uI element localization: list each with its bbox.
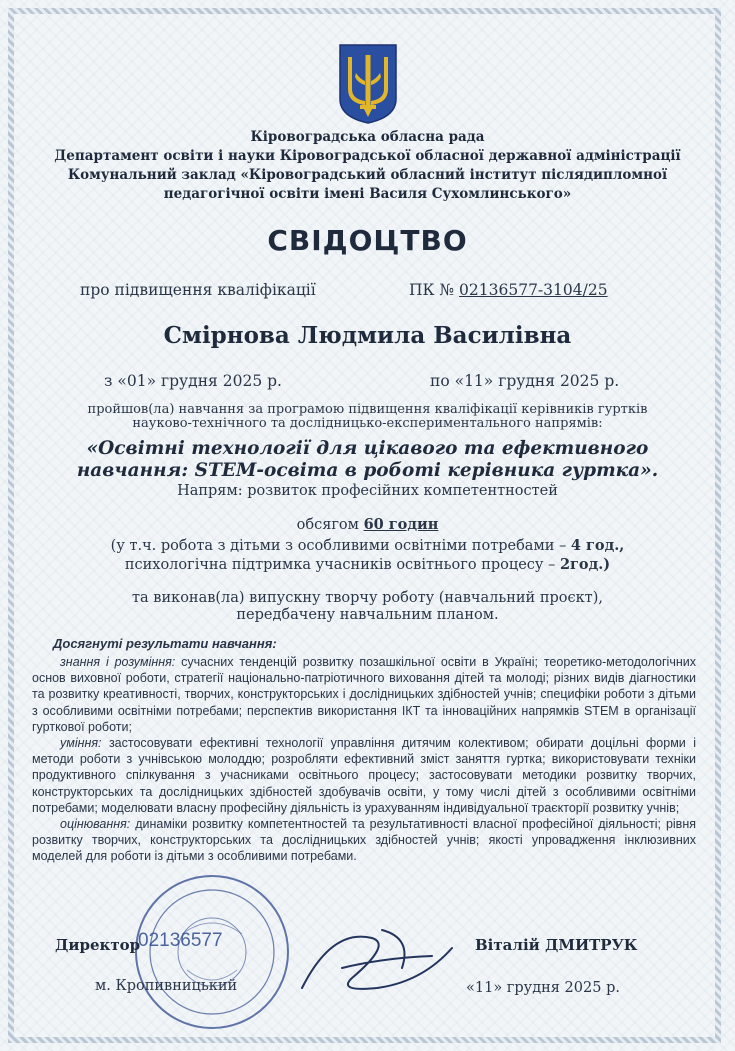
evaluation-label: оцінювання: <box>60 817 131 832</box>
header-line-4: педагогічної освіти імені Василя Сухомлинського» <box>163 186 572 202</box>
results-skills <box>32 735 696 816</box>
coat-of-arms-icon <box>338 43 398 125</box>
program-title-line-1: «Освітні технології для цікавого та ефективного <box>86 438 649 459</box>
subtitle-text: про підвищення кваліфікації <box>80 281 316 299</box>
date-from: з «01» грудня 2025 р. <box>104 372 282 390</box>
issue-date: «11» грудня 2025 р. <box>466 980 620 996</box>
skills-label: уміння: <box>60 736 102 751</box>
psych-hours-line <box>40 556 695 574</box>
skills-text: застосовувати ефективні технології управління дитячим колективом; обирати доцільні форми і методи роботи з учнівською молоддю; розробляти ефективний зміст заняття гуртка; використовувати техніки продуктивного спілкування з учасниками освітнього процесу; застосовувати методики розвитку творчих, конструкторських та дослідницьких здібностей здобувачів освіти, у тому числі дітей з особливими освітніми потребами; моделювати власну професійну діяльність із урахуванням індивідуальної траєкторії розвитку учнів; <box>32 736 696 815</box>
training-line-2: науково-технічного та дослідницько-експериментального напрямів: <box>132 416 603 431</box>
results-block <box>32 654 696 865</box>
program-title-line-2: навчання: STEM-освіта в роботі керівника гуртка». <box>76 460 659 481</box>
training-line-1: пройшов(ла) навчання за програмою підвищення кваліфікації керівників гуртків <box>87 402 648 417</box>
volume-line <box>40 516 695 534</box>
work-line-2: передбачену навчальним планом. <box>236 607 499 623</box>
round-stamp <box>132 872 292 1032</box>
direction-text: Напрям: розвиток професійних компетентностей <box>177 483 558 499</box>
evaluation-text: динаміки розвитку компетентностей та результативності власної професійної діяльності; рівня розвитку творчих, конструкторських та дослідницьких здібностей учнів; якості упровадження інклюзивних моделей для роботи із дітьми з особливими потребами. <box>32 817 696 864</box>
work-line-1: та виконав(ла) випускну творчу роботу (навчальний проєкт), <box>132 590 603 606</box>
stamp-code: 02136577 <box>138 930 223 951</box>
certificate-number <box>409 281 608 299</box>
psych-hours: 2год.) <box>559 556 611 573</box>
certificate-title: СВІДОЦТВО <box>267 224 468 257</box>
director-label: Директор <box>55 936 141 954</box>
pk-label: ПК № <box>409 281 455 299</box>
person-name: Смірнова Людмила Василівна <box>163 322 572 349</box>
inclusive-text: (у т.ч. робота з дітьми з особливими освітніми потребами – <box>110 538 567 554</box>
volume-prefix: обсягом <box>296 517 359 533</box>
city: м. Кропивницький <box>95 978 238 994</box>
results-heading: Досягнуті результати навчання: <box>53 636 277 651</box>
director-signature <box>282 908 482 1018</box>
director-name: Віталій ДМИТРУК <box>475 936 638 954</box>
inclusive-hours-line <box>40 537 695 555</box>
pk-number: 02136577-3104/25 <box>459 281 608 299</box>
header-line-3: Комунальний заклад «Кіровоградський обласний інститут післядипломної <box>67 167 668 183</box>
header-line-1: Кіровоградська обласна рада <box>250 129 485 145</box>
psych-text: психологічна підтримка учасників освітнього процесу – <box>124 557 556 573</box>
knowledge-text: сучасних тенденцій розвитку позашкільної освіти в Україні; теоретико-методологічних основ виховної роботи, стратегії національно-патріотичного виховання дітей та молоді; різних видів діагностики та розвитку креативності, творчих, конструкторських і дослідницьких здібностей учнів; специфіки роботи з дітьми з особливими освітніми потребами; перспектив використання ІКТ та інноваційних напрямків STEM в організації гурткової роботи; <box>32 655 696 734</box>
knowledge-label: знання і розуміння: <box>60 655 176 669</box>
inclusive-hours: 4 год., <box>570 537 625 554</box>
date-to: по «11» грудня 2025 р. <box>430 372 620 390</box>
header-line-2: Департамент освіти і науки Кіровоградської обласної державної адміністрації <box>54 148 681 164</box>
results-evaluation <box>32 816 696 865</box>
results-knowledge <box>32 654 696 735</box>
volume-hours: 60 годин <box>363 516 439 533</box>
